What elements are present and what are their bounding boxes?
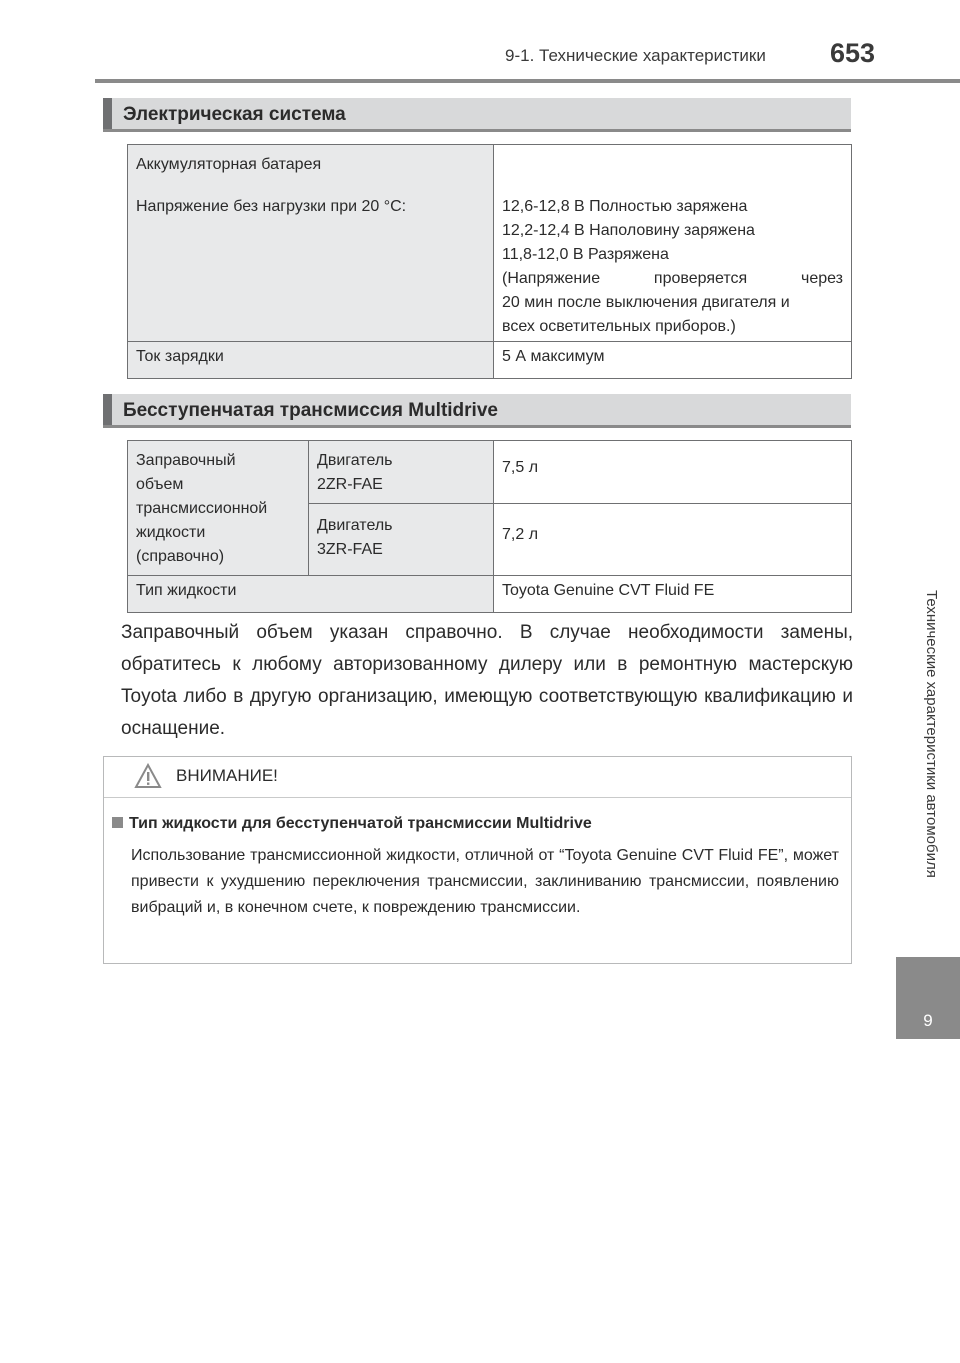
engine-capacity-cell [494,441,852,504]
section-heading-label: Бесступенчатая трансмиссия Multidrive [123,400,498,421]
voltage-note: всех осветительных приборов.) [502,318,736,335]
charge-label-cell [128,342,494,379]
capacity-label-cell [128,441,309,576]
warning-item-heading [112,815,592,833]
fluid-value-cell [494,576,852,613]
section-accent [103,394,112,425]
capacity-label: Заправочный [136,452,236,469]
capacity-label: объем [136,476,184,493]
capacity-note-paragraph: Заправочный объем указан справочно. В случае необходимости замены, обратитесь к любому авторизованному дилеру или в ремонтную мастерскую Toyota либо в другую организацию, имеющую соответствующую квалификацию и оснащение. [121,622,853,739]
chapter-number: 9 [923,1011,933,1030]
electrical-spec-table [127,144,852,379]
engine-capacity-cell [494,504,852,576]
engine-label: Двигатель [317,517,393,534]
warning-header [104,757,851,798]
warning-triangle-icon [134,763,162,789]
fluid-value: Toyota Genuine CVT Fluid FE [502,582,715,599]
engine-model: 3ZR-FAE [317,541,383,558]
table-row [128,145,852,342]
table-row [128,441,852,504]
transmission-spec-table [127,440,852,613]
engine-label-cell [309,441,494,504]
battery-label-cell [128,145,494,342]
section-heading-label: Электрическая система [123,104,346,125]
warning-item-title: Тип жидкости для бесступенчатой трансмиссии Multidrive [129,815,592,832]
fluid-label: Тип жидкости [136,582,237,599]
voltage-value: 12,6-12,8 В Полностью заряжена [502,198,748,215]
capacity-label: трансмиссионной [136,500,268,517]
engine-label: Двигатель [317,452,393,469]
voltage-value: 11,8-12,0 В Разряжена [502,246,669,263]
battery-value-cell [494,145,852,342]
warning-title: ВНИМАНИЕ! [176,766,278,785]
charge-value-cell [494,342,852,379]
engine-model: 2ZR-FAE [317,476,383,493]
capacity-label: (справочно) [136,548,225,565]
fluid-label-cell [128,576,494,613]
chapter-side-title: Технические характеристики автомобиля [923,590,940,878]
capacity-label: жидкости [136,524,206,541]
table-row [128,342,852,379]
battery-title: Аккумуляторная батарея [136,156,322,173]
page-number: 653 [830,38,876,68]
bullet-square-icon [112,817,123,828]
section-accent [103,98,112,129]
engine-capacity-value: 7,2 л [502,526,539,543]
section-heading-transmission [103,394,851,428]
chapter-number-tab [896,957,960,1039]
engine-label-cell [309,504,494,576]
voltage-value: 12,2-12,4 В Наполовину заряжена [502,222,755,239]
charge-value: 5 А максимум [502,348,605,365]
header-section-title: 9-1. Технические характеристики [505,46,766,65]
charge-label: Ток зарядки [136,348,224,365]
header-divider [95,79,960,83]
warning-item-text: Использование трансмиссионной жидкости, отличной от “Toyota Genuine CVT Fluid FE”, может привести к ухудшению переключения трансмиссии, заклиниванию трансмиссии, появлению вибраций и, в конечном счете, к повреждению трансмиссии. [131,847,839,916]
voltage-note: 20 мин после выключения двигателя и [502,294,790,311]
table-row [128,576,852,613]
engine-capacity-value: 7,5 л [502,459,539,476]
section-heading-electrical [103,98,851,132]
voltage-note: (Напряжение проверяется через [502,270,843,287]
voltage-label: Напряжение без нагрузки при 20 °C: [136,198,407,215]
warning-box [103,756,852,964]
